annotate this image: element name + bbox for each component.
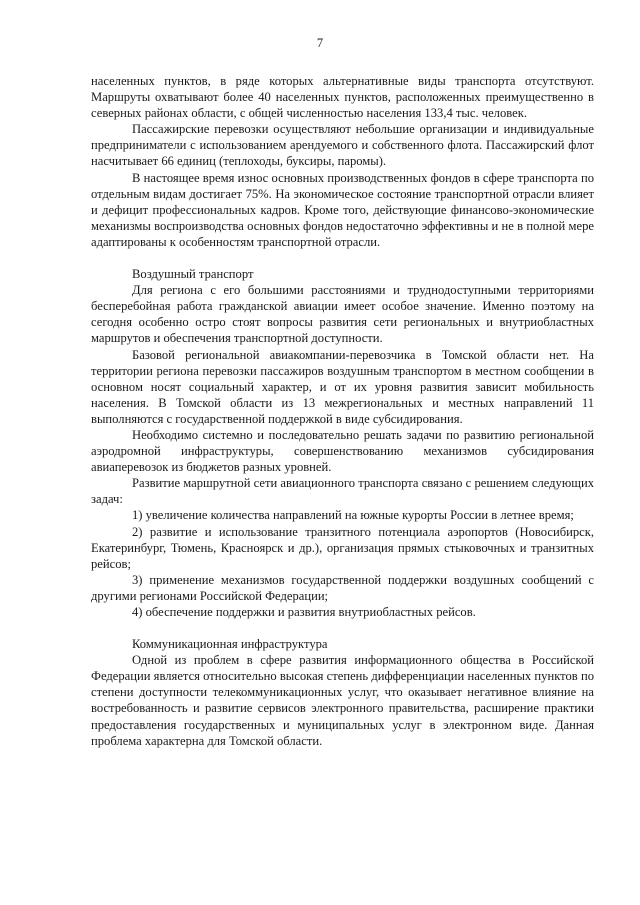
paragraph-digital-divide: Одной из проблем в сфере развития информационного общества в Российской Федерации является относительно высокая степень дифференциации населенных пунктов по степени доступности телекоммуникационных услуг, что оказывает негативное влияние на востребованность и развитие сервисов электронного правительства, расширение практики предоставления государственных и муниципальных услуг в электронном виде. Данная проблема характерна для Томской области. [91,653,594,748]
section-heading-air-transport: Воздушный транспорт [132,267,254,282]
paragraph-airfield-infrastructure: Необходимо системно и последовательно решать задачи по развитию региональной аэродромной инфраструктуры, совершенствованию механизмов субсидирования авиаперевозок из бюджетов разных уровней. [91,427,594,475]
section-heading-communication-infrastructure: Коммуникационная инфраструктура [132,637,328,652]
paragraph-passenger-carriers: Пассажирские перевозки осуществляют небольшие организации и индивидуальные предприниматели с использованием арендуемого и собственного флота. Пассажирский флот насчитывает 66 единиц (теплоходы, буксиры, паромы). [91,122,594,169]
page-number: 7 [316,36,324,50]
document-body [91,73,594,749]
list-item-intraregional-flights: 4) обеспечение поддержки и развития внутриобластных рейсов. [132,605,476,619]
paragraph-fund-depreciation: В настоящее время износ основных производственных фондов в сфере транспорта по отдельным видам достигает 75%. На экономическое состояние транспортной отрасли влияет и дефицит профессиональных кадров. Кроме того, действующие финансово-экономические механизмы воспроизводства основных фондов недостаточно эффективны и не в полной мере адаптированы к особенностям транспортной отрасли. [91,170,594,249]
paragraph-route-network-tasks: Развитие маршрутной сети авиационного транспорта связано с решением следующих задач: [91,476,594,507]
list-item-state-support: 3) применение механизмов государственной поддержки воздушных сообщений с другими регионами Российской Федерации; [91,572,594,603]
list-item-southern-resorts: 1) увеличение количества направлений на южные курорты России в летнее время; [132,508,574,523]
paragraph-river-routes: населенных пунктов, в ряде которых альтернативные виды транспорта отсутствуют. Маршруты охватывают более 40 населенных пунктов, расположенных преимущественно в северных районах области, с общей численностью населения 133,4 тыс. человек. [91,74,594,121]
paragraph-regional-airline: Базовой региональной авиакомпании-перевозчика в Томской области нет. На территории региона перевозки пассажиров воздушным транспортом в местном сообщении в основном носят социальный характер, и от их уровня развития зависит мобильность населения. В Томской области из 13 межрегиональных и местных направлений 11 выполняются с государственной поддержкой в виде субсидирования. [91,347,594,426]
paragraph-aviation-importance: Для региона с его большими расстояниями и труднодоступными территориями бесперебойная работа гражданской авиации имеет особое значение. Именно поэтому на сегодня особенно остро стоят вопросы развития сети региональных и внутриобластных маршрутов и обеспечения транспортной доступности. [91,283,594,346]
list-item-transit-potential: 2) развитие и использование транзитного потенциала аэропортов (Новосибирск, Екатеринбург, Тюмень, Красноярск и др.), организация прямых стыковочных и транзитных рейсов; [91,524,594,571]
